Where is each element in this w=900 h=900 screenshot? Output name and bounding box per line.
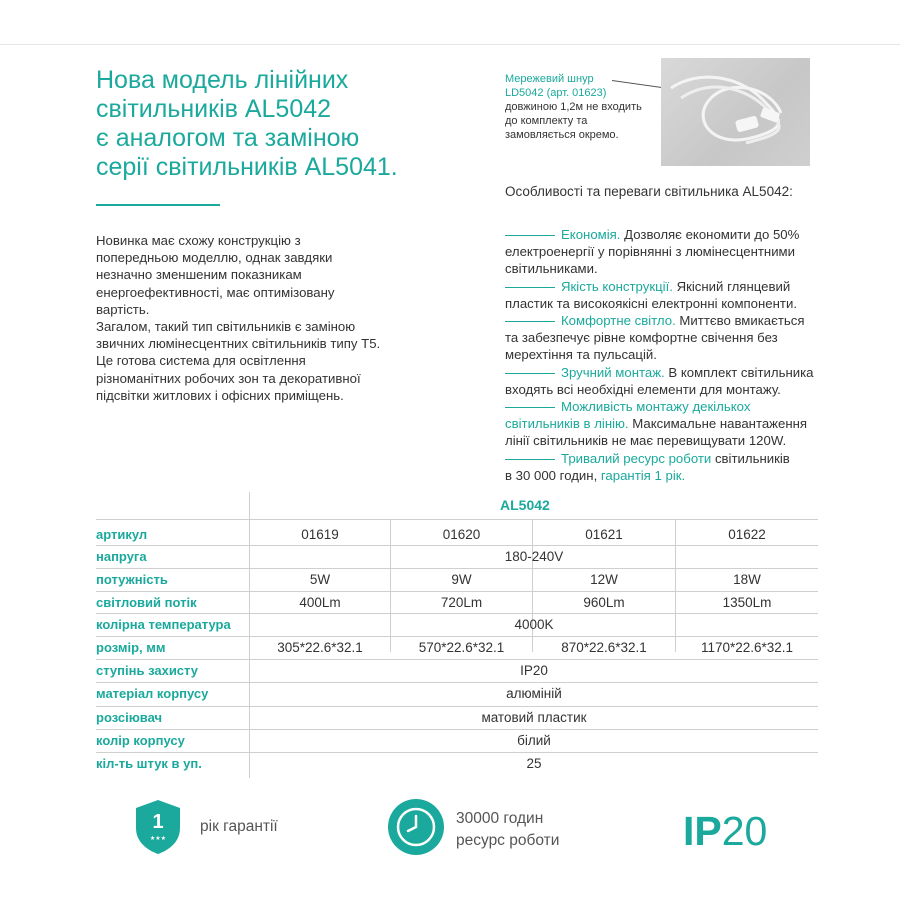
row-label: світловий потік (96, 595, 197, 610)
row-label: колір корпусу (96, 733, 185, 748)
shield-icon (133, 798, 183, 856)
feature-item (505, 364, 845, 398)
intro-line: Це готова система для освітлення (96, 353, 306, 369)
intro-line: попередньою моделлю, однак завдяки (96, 250, 333, 266)
feature-key: Тривалий ресурс роботи (561, 450, 712, 466)
row-label: розсіювач (96, 710, 163, 725)
table-row (0, 568, 900, 591)
heading-line: є аналогом та заміною (96, 124, 360, 152)
top-divider (0, 44, 900, 45)
feature-text: входять всі необхідні елементи для монтажу. (505, 381, 781, 397)
row-cell: 1350Lm (722, 595, 772, 610)
row-cell: 01621 (585, 527, 623, 542)
resource-line: 30000 годин (456, 810, 544, 827)
cord-title: Мережевий шнур (505, 73, 594, 85)
heading-underline (96, 204, 220, 206)
row-cell: 570*22.6*32.1 (418, 640, 505, 655)
row-cell: 305*22.6*32.1 (277, 640, 363, 655)
feature-item (505, 450, 845, 484)
feature-text: мерехтіння та пульсацій. (505, 347, 657, 363)
feature-text: світильників (711, 450, 790, 466)
intro-line: незначно зменшеним показникам (96, 267, 302, 283)
feature-key: гарантія 1 рік. (600, 467, 686, 483)
table-row (0, 636, 900, 659)
feature-text: Дозволяє економити до 50% (620, 227, 800, 242)
feature-text: пластик та високоякісні електронні компоненти. (505, 295, 797, 311)
row-cell: 400Lm (299, 595, 341, 610)
row-cell: 1170*22.6*32.1 (700, 640, 794, 655)
row-label: розмір, мм (96, 640, 166, 655)
table-row (0, 682, 900, 705)
feature-dash (505, 373, 555, 374)
ip-rating (683, 808, 767, 855)
feature-text: Якісний глянцевий (672, 278, 791, 294)
row-cell: білий (517, 733, 551, 748)
row-cell: IP20 (520, 663, 548, 678)
row-cell: 720Lm (440, 595, 483, 610)
intro-line: Загалом, такий тип світильників є заміною (96, 319, 356, 335)
feature-text: та забезпечує рівне комфортне свічення без (505, 330, 778, 346)
feature-text: В комплект світильника (664, 364, 814, 380)
row-label: колірна температура (96, 617, 231, 632)
feature-item (505, 278, 845, 312)
row-cell: 4000K (514, 617, 554, 632)
row-cell: 180-240V (504, 549, 564, 564)
table-row (0, 523, 900, 546)
row-cell: 9W (451, 572, 472, 587)
feature-text: лінії світильників не має перевищувати 120W. (505, 433, 787, 449)
warranty-number: 1 (152, 811, 164, 833)
feature-key: Комфортне світло. (561, 313, 676, 329)
row-cell: 01620 (442, 527, 481, 542)
row-label: кіл-ть штук в уп. (96, 756, 202, 771)
resource-text (456, 808, 559, 852)
clock-icon (387, 798, 445, 856)
row-label: потужність (96, 572, 168, 587)
cord-title: LD5042 (арт. 01623) (505, 87, 607, 99)
row-cell: 870*22.6*32.1 (561, 640, 647, 655)
features-title: Особливості та переваги світильника AL5042: (505, 184, 793, 199)
stars-icon: ★★★ (149, 835, 167, 842)
intro-line: вартість. (96, 301, 150, 317)
feature-key: Економія. (561, 227, 621, 242)
row-cell: 18W (733, 572, 761, 587)
feature-key: Можливість монтажу декількох (561, 399, 751, 415)
feature-text: світильниками. (505, 261, 598, 277)
page-heading (96, 66, 416, 182)
warranty-text: рік гарантії (200, 818, 278, 835)
feature-item (505, 398, 845, 450)
row-cell: 960Lm (583, 595, 625, 610)
cord-photo (661, 58, 810, 166)
table-row (0, 729, 900, 752)
feature-item (505, 226, 845, 278)
heading-line: світильників AL5042 (96, 95, 332, 123)
cord-photo-icon (661, 58, 810, 166)
cord-desc: до комплекту та (505, 115, 588, 127)
table-row (0, 613, 900, 636)
table-model-title: AL5042 (500, 497, 550, 513)
heading-line: серії світильників AL5041. (96, 153, 398, 181)
ip-number: 20 (721, 808, 768, 854)
resource-line: ресурс роботи (456, 832, 560, 849)
feature-text: Миттєво вмикається (675, 313, 805, 329)
heading-line: Нова модель лінійних (96, 66, 349, 94)
feature-dash (505, 321, 555, 322)
intro-line: енергоефективності, має оптимізовану (96, 284, 335, 300)
row-cell: матовий пластик (481, 710, 587, 725)
feature-text: електроенергії у порівнянні з люмінесцентними (505, 244, 795, 260)
table-rule (96, 519, 818, 520)
feature-dash (505, 235, 555, 236)
row-label: напруга (96, 549, 147, 564)
feature-key: світильників в лінію. (505, 416, 629, 432)
table-row (0, 752, 900, 775)
row-cell: 25 (526, 756, 542, 771)
feature-dash (505, 459, 555, 460)
intro-paragraph (96, 232, 426, 404)
intro-line: різноманітних робочих зон та декоративної (96, 370, 361, 386)
row-cell: алюміній (506, 686, 562, 701)
row-cell: 5W (309, 572, 331, 587)
table-row (0, 659, 900, 682)
feature-key: Зручний монтаж. (561, 364, 665, 380)
row-label: артикул (96, 527, 148, 542)
row-label: ступінь захисту (96, 663, 198, 678)
feature-dash (505, 407, 555, 408)
table-row (0, 545, 900, 568)
intro-line: звичних люмінесцентних світильників типу Т5. (96, 336, 381, 352)
table-row (0, 706, 900, 729)
row-cell: 12W (590, 572, 618, 587)
intro-line: підсвітки житлових і офісних приміщень. (96, 387, 344, 403)
feature-dash (505, 287, 555, 288)
ip-prefix: IP (683, 808, 722, 854)
feature-text: Максимальне навантаження (628, 416, 808, 432)
row-label: матеріал корпусу (96, 686, 209, 701)
feature-item (505, 312, 845, 364)
intro-line: Новинка має схожу конструкцію з (96, 233, 301, 248)
feature-text: в 30 000 годин, (505, 467, 601, 483)
row-cell: 01619 (301, 527, 339, 542)
features-list (505, 226, 845, 484)
feature-key: Якість конструкції. (561, 278, 673, 294)
cord-desc: довжиною 1,2м не входить (505, 101, 642, 113)
table-row (0, 591, 900, 614)
cord-desc: замовляється окремо. (505, 129, 619, 141)
cord-note (505, 72, 665, 142)
row-cell: 01622 (728, 527, 766, 542)
